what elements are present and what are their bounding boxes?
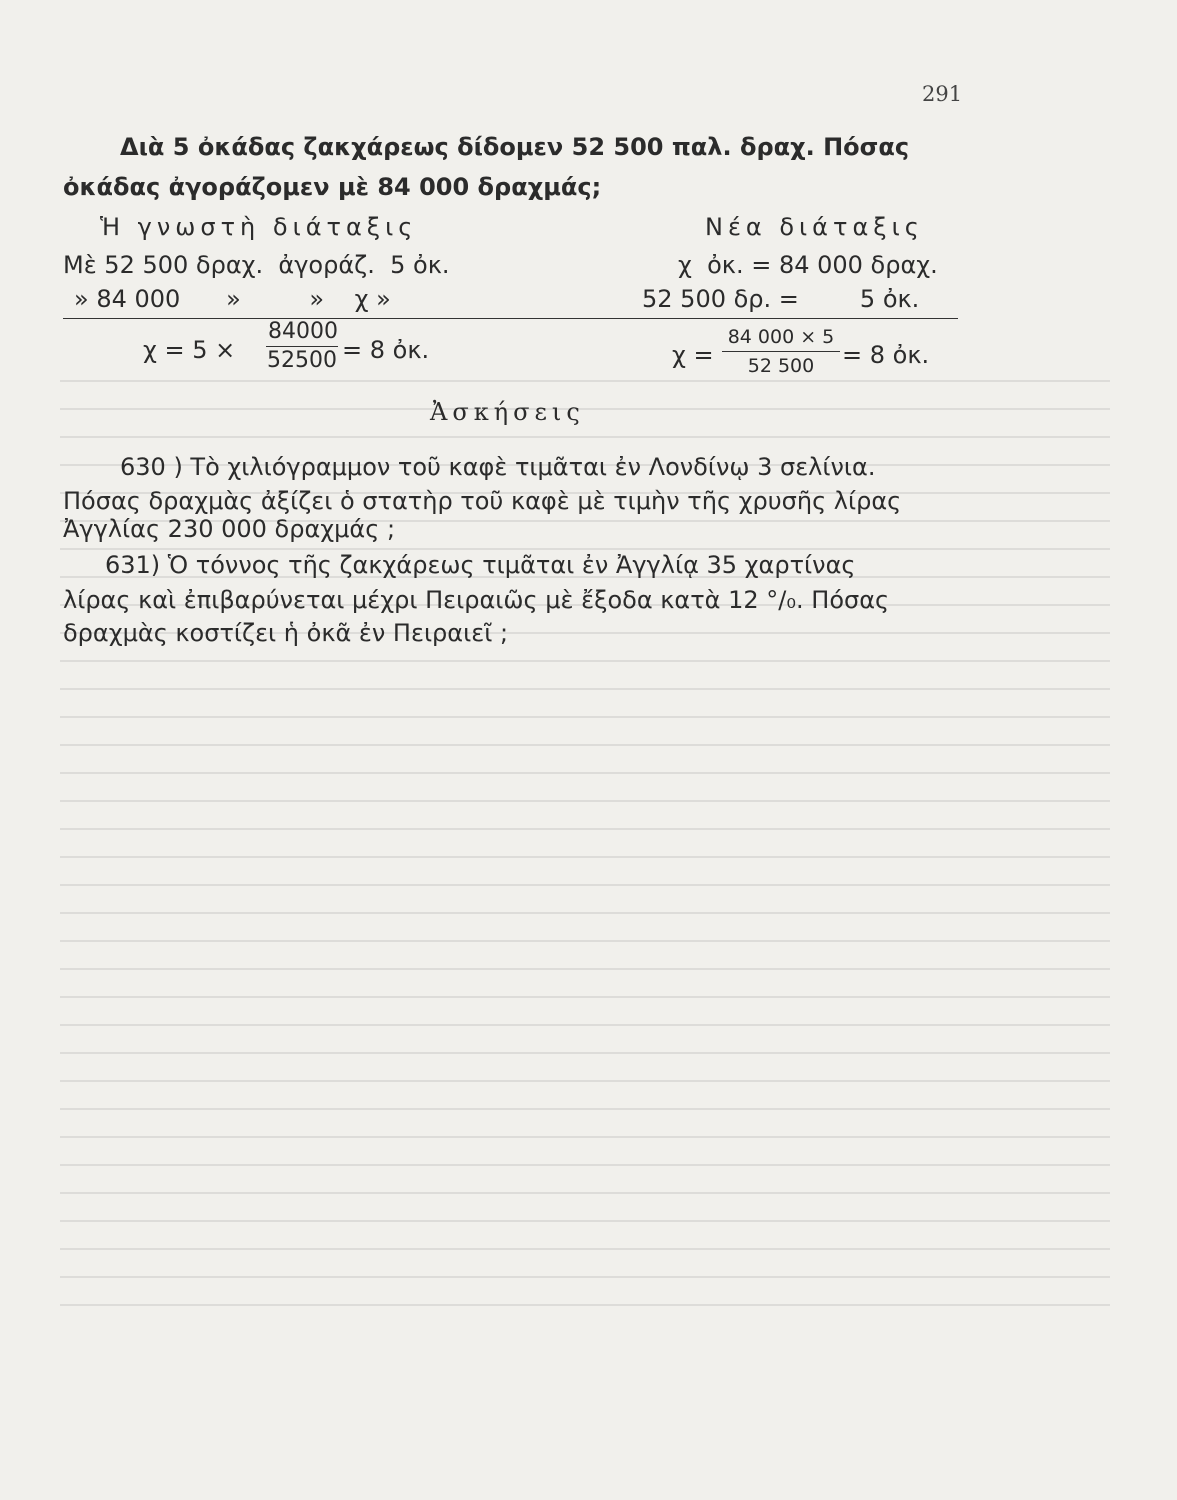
separator-rule: [63, 318, 958, 319]
solution-right-fraction: [722, 323, 840, 380]
exercise-631-line-3: δραχμὰς κοστίζει ἡ ὀκᾶ ἐν Πειραιεῖ ;: [63, 619, 509, 647]
solution-left-denominator: 52500: [267, 348, 337, 373]
solution-left-fraction: [266, 318, 338, 375]
exercise-630-line-2: Πόσας δραχμὰς ἀξίζει ὁ στατὴρ τοῦ καφὲ μὲ τιμὴν τῆς χρυσῆς λίρας: [63, 487, 902, 515]
solution-right-numerator: 84 000 × 5: [722, 323, 840, 352]
exercise-630-line-3: Ἀγγλίας 230 000 δραχμάς ;: [63, 515, 396, 543]
new-row-2: 52 500 δρ. = 5 ὀκ.: [642, 285, 920, 313]
known-row-2: » 84 000 » » χ »: [74, 285, 391, 313]
new-row-1: χ ὀκ. = 84 000 δραχ.: [678, 251, 938, 279]
known-row-1: Μὲ 52 500 δραχ. ἀγοράζ. 5 ὀκ.: [63, 251, 450, 279]
exercises-heading: Ἀσκήσεις: [430, 398, 585, 426]
known-arrangement-heading: Ἡ γνωστὴ διάταξις: [100, 213, 418, 241]
solution-left-suffix: = 8 ὀκ.: [342, 336, 430, 364]
exercise-631-line-2: λίρας καὶ ἐπιβαρύνεται μέχρι Πειραιῶς μὲ ἔξοδα κατὰ 12 °/₀. Πόσας: [63, 586, 890, 614]
solution-right-denominator: 52 500: [747, 355, 815, 377]
problem-line-1: Διὰ 5 ὀκάδας ζακχάρεως δίδομεν 52 500 παλ. δραχ. Πόσας: [120, 133, 910, 161]
solution-right-suffix: = 8 ὀκ.: [842, 341, 930, 369]
new-arrangement-heading: Νέα διάταξις: [705, 213, 924, 241]
page-number: 291: [922, 82, 963, 106]
problem-line-2: ὀκάδας ἀγοράζομεν μὲ 84 000 δραχμάς;: [63, 173, 602, 201]
solution-left-numerator: 84000: [266, 318, 338, 347]
solution-left-prefix: χ = 5 ×: [143, 336, 236, 364]
exercise-631-line-1: 631) Ὁ τόννος τῆς ζακχάρεως τιμᾶται ἐν Ἀγγλίᾳ 35 χαρτίνας: [105, 551, 856, 579]
solution-right-prefix: χ =: [672, 341, 714, 369]
exercise-630-line-1: 630 ) Τὸ χιλιόγραμμον τοῦ καφὲ τιμᾶται ἐν Λονδίνῳ 3 σελίνια.: [120, 453, 876, 481]
